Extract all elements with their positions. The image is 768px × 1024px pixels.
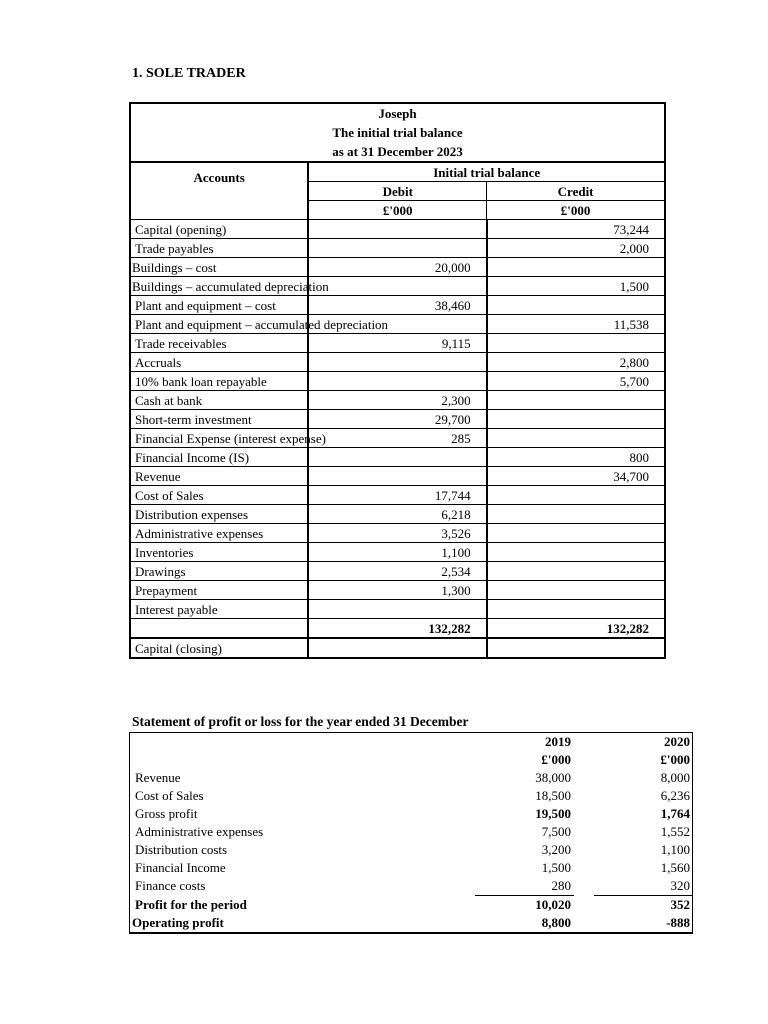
total-credit: 132,282 [487,619,665,639]
credit-value: 5,700 [487,372,665,391]
account-name: Revenue [130,467,308,486]
trial-balance-date: as at 31 December 2023 [332,144,463,159]
credit-value [487,296,665,315]
value-2019: 18,500 [535,788,571,803]
credit-value: 800 [487,448,665,467]
section-heading: 1. SOLE TRADER [132,66,246,81]
account-name: Prepayment [130,581,308,600]
value-2019: 38,000 [535,770,571,785]
debit-value: 17,744 [308,486,486,505]
debit-value: 38,460 [308,296,486,315]
credit-value [487,543,665,562]
table-row [130,486,665,505]
table-row [130,581,665,600]
table-row [130,841,693,859]
credit-value [487,505,665,524]
table-row [130,805,693,823]
closing-debit [308,638,486,658]
account-name: Interest payable [130,600,308,619]
table-row [130,914,693,933]
debit-value [308,600,486,619]
value-2020: 320 [670,878,690,893]
debit-value: 9,115 [308,334,486,353]
closing-credit [487,638,665,658]
table-row [130,296,665,315]
account-name: Cash at bank [130,391,308,410]
trial-balance-body [130,220,665,619]
credit-value: 11,538 [487,315,665,334]
value-2020: 1,552 [660,824,690,839]
closing-label: Capital (closing) [130,638,308,658]
account-name: Trade receivables [130,334,308,353]
total-debit: 132,282 [308,619,486,639]
value-2019: 8,800 [541,915,571,930]
debit-value: 3,526 [308,524,486,543]
table-row [130,239,665,258]
debit-header: Debit [308,182,486,201]
credit-value [487,429,665,448]
debit-value [308,467,486,486]
initial-trial-balance-header: Initial trial balance [308,162,665,182]
debit-value [308,448,486,467]
table-row [130,787,693,805]
value-2019: 280 [551,878,571,893]
table-row [130,448,665,467]
pl-label: Financial Income [135,860,226,875]
value-2020: 1,100 [660,842,690,857]
debit-value: 29,700 [308,410,486,429]
credit-value: 1,500 [487,277,665,296]
value-2019: 10,020 [475,896,574,915]
credit-value [487,524,665,543]
credit-value [487,334,665,353]
header-row-1 [130,162,665,182]
credit-value [487,258,665,277]
table-row [130,429,665,448]
trial-balance-title-row [130,103,665,162]
account-name: Buildings – cost [130,258,308,277]
unit-2019: £'000 [541,752,571,767]
year-2019-header: 2019 [545,734,571,749]
pl-unit-row [130,751,693,769]
debit-value: 2,300 [308,391,486,410]
credit-value: 34,700 [487,467,665,486]
debit-value: 1,100 [308,543,486,562]
value-2019: 19,500 [535,806,571,821]
credit-value: 73,244 [487,220,665,239]
account-name: Financial Expense (interest expense) [130,429,308,448]
credit-value [487,410,665,429]
table-row [130,220,665,239]
value-2019: 1,500 [541,860,571,875]
credit-header: Credit [487,182,665,201]
profit-loss-table [129,732,693,934]
pl-label: Operating profit [132,915,224,930]
credit-value [487,562,665,581]
unit-2020: £'000 [660,752,690,767]
pl-label: Revenue [135,770,181,785]
table-row [130,258,665,277]
table-row [130,410,665,429]
value-2019: 3,200 [541,842,571,857]
credit-value [487,581,665,600]
account-name: Administrative expenses [130,524,308,543]
table-row [130,823,693,841]
account-name: Trade payables [130,239,308,258]
account-name: Drawings [130,562,308,581]
totals-label [130,619,308,639]
credit-value [487,600,665,619]
credit-value: 2,800 [487,353,665,372]
debit-value: 1,300 [308,581,486,600]
pl-label: Administrative expenses [135,824,264,839]
table-row [130,859,693,877]
account-name: Distribution expenses [130,505,308,524]
account-name: Cost of Sales [130,486,308,505]
table-row [130,877,693,896]
account-name: Plant and equipment – accumulated depreciation [130,315,308,334]
pl-label: Distribution costs [135,842,228,857]
trial-balance-title [130,103,665,162]
account-name: Short-term investment [130,410,308,429]
pl-year-row [130,733,693,752]
account-name: 10% bank loan repayable [130,372,308,391]
value-2020: -888 [666,915,690,930]
table-row [130,769,693,787]
credit-value: 2,000 [487,239,665,258]
debit-value [308,220,486,239]
debit-value [308,372,486,391]
debit-value [308,277,486,296]
totals-row [130,619,665,639]
table-row [130,600,665,619]
account-name: Buildings – accumulated depreciation [132,278,329,294]
table-row [130,543,665,562]
trial-balance-heading: The initial trial balance [332,125,463,140]
value-2020: 352 [594,896,693,915]
credit-value [487,486,665,505]
account-name: Plant and equipment – cost [130,296,308,315]
value-2020: 8,000 [660,770,690,785]
debit-unit: £'000 [308,201,486,220]
trial-balance-table [129,102,666,659]
table-row [130,353,665,372]
debit-value: 6,218 [308,505,486,524]
table-row [130,391,665,410]
table-row [130,505,665,524]
credit-unit: £'000 [487,201,665,220]
accounts-header: Accounts [130,162,308,220]
value-2020: 1,764 [660,806,690,821]
account-name: Inventories [130,543,308,562]
pl-label: Gross profit [135,806,198,821]
table-row [130,562,665,581]
closing-row [130,638,665,658]
table-row [130,524,665,543]
debit-value: 2,534 [308,562,486,581]
value-2020: 6,236 [660,788,690,803]
credit-value [487,391,665,410]
account-name: Financial Income (IS) [130,448,308,467]
debit-value: 285 [308,429,486,448]
profit-loss-title: Statement of profit or loss for the year ended 31 December [132,714,469,729]
account-name: Capital (opening) [130,220,308,239]
year-2020-header: 2020 [664,734,690,749]
table-row [130,372,665,391]
table-row [130,896,693,915]
value-2019: 7,500 [541,824,571,839]
debit-value [308,353,486,372]
profit-loss-body [130,769,693,933]
entity-name: Joseph [378,106,417,121]
debit-value [308,239,486,258]
value-2020: 1,560 [660,860,690,875]
pl-label: Cost of Sales [135,788,204,803]
pl-label: Profit for the period [135,896,247,912]
table-row [130,334,665,353]
table-row [130,467,665,486]
debit-value: 20,000 [308,258,486,277]
table-row [130,315,665,334]
table-row [130,277,665,296]
pl-label: Finance costs [135,878,206,894]
account-name: Accruals [130,353,308,372]
